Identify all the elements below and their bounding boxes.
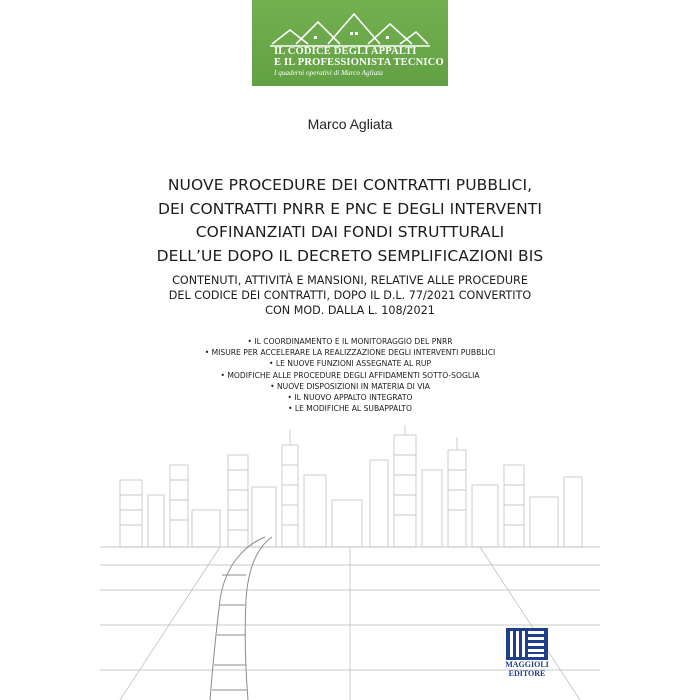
series-title-line: IL CODICE DEGLI APPALTI: [274, 46, 417, 57]
publisher-line: EDITORE: [508, 668, 546, 678]
houses-icon: [270, 8, 430, 48]
subtitle-line: CON MOD. DALLA L. 108/2021: [265, 304, 435, 317]
title-line: NUOVE PROCEDURE DEI CONTRATTI PUBBLICI,: [167, 176, 533, 194]
series-subtitle: I quaderni operativi di Marco Agliata: [274, 69, 383, 77]
author-name: Marco Agliata: [307, 116, 393, 132]
book-title: [100, 174, 600, 268]
topic-item: • MODIFICHE ALLE PROCEDURE DEGLI AFFIDAMENTI SOTTO-SOGLIA: [220, 370, 480, 380]
publisher-line: MAGGIOLI: [505, 660, 549, 669]
topic-item: • NUOVE DISPOSIZIONI IN MATERIA DI VIA: [270, 381, 430, 391]
publisher-name: [500, 661, 554, 678]
title-line: DEI CONTRATTI PNRR E PNC E DEGLI INTERVENTI: [157, 199, 543, 218]
title-line: COFINANZIATI DAI FONDI STRUTTURALI: [195, 223, 505, 241]
topic-item: • IL COORDINAMENTO E IL MONITORAGGIO DEL PNRR: [247, 337, 453, 346]
topic-item: • LE NUOVE FUNZIONI ASSEGNATE AL RUP: [268, 359, 432, 369]
topic-item: • MISURE PER ACCELERARE LA REALIZZAZIONE DEGLI INTERVENTI PUBBLICI: [204, 348, 496, 358]
series-title: [274, 46, 444, 68]
series-title-line: E IL PROFESSIONISTA TECNICO: [274, 57, 444, 68]
publisher-logo: [500, 628, 554, 680]
maggioli-logo-icon: [506, 628, 548, 660]
title-line: DELL’UE DOPO IL DECRETO SEMPLIFICAZIONI BIS: [156, 246, 544, 265]
topics-list: [150, 336, 550, 414]
series-banner: [252, 0, 448, 86]
topic-item: • IL NUOVO APPALTO INTEGRATO: [287, 393, 413, 403]
topic-item: • LE MODIFICHE AL SUBAPPALTO: [287, 404, 413, 414]
book-subtitle: [120, 273, 580, 318]
subtitle-line: DEL CODICE DEI CONTRATTI, DOPO IL D.L. 77/2021 CONVERTITO: [168, 289, 532, 302]
subtitle-line: CONTENUTI, ATTIVITÀ E MANSIONI, RELATIVE ALLE PROCEDURE: [172, 274, 528, 287]
